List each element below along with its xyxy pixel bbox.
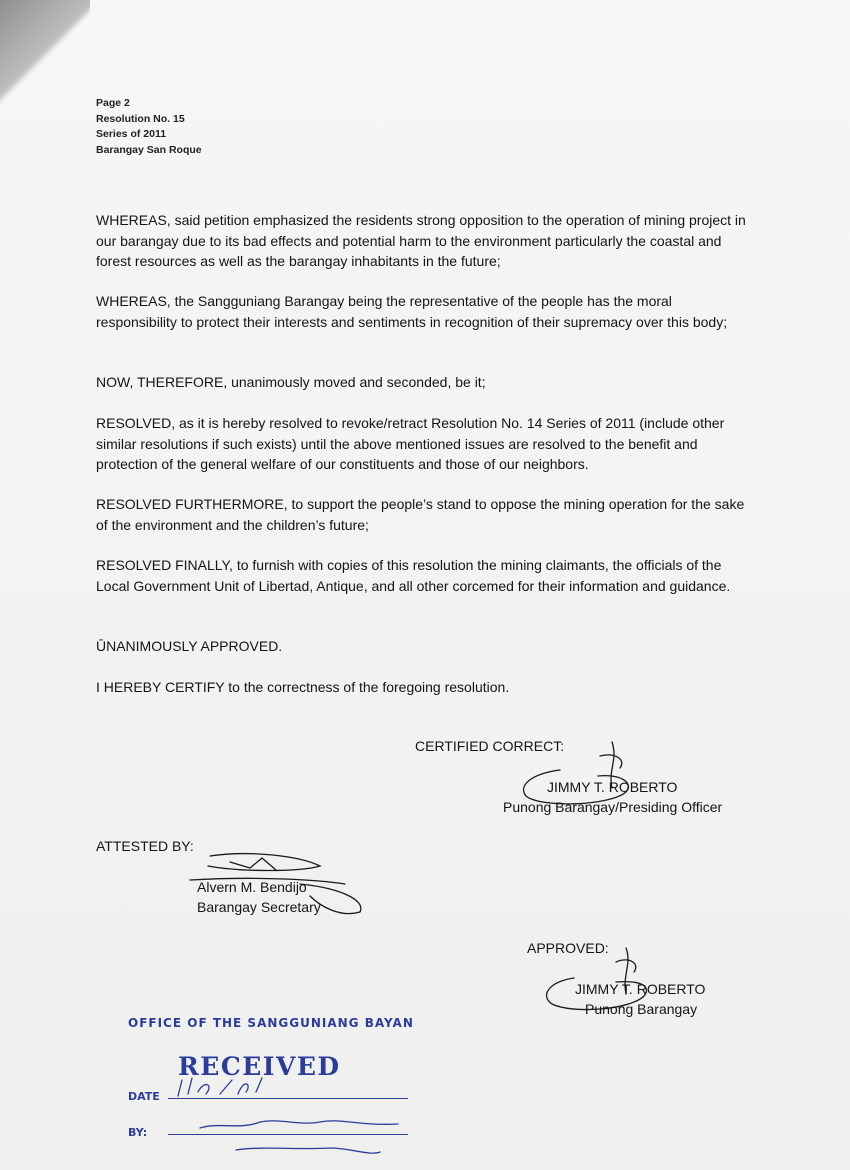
- unanimously-approved: ŪNANIMOUSLY APPROVED.: [96, 638, 283, 654]
- approved-signatory-title: Punong Barangay: [585, 1001, 698, 1017]
- attested-signatory-name: Alvern M. Bendijo: [197, 879, 307, 895]
- attested-by-label: ATTESTED BY:: [96, 838, 194, 854]
- certified-signatory-title: Punong Barangay/Presiding Officer: [503, 799, 723, 815]
- resolved-finally-paragraph: RESOLVED FINALLY, to furnish with copies of this resolution the mining claimants, the officials of the Local Government Unit of Libertad, Antique, and all other corcemed for their information and guidance.: [96, 557, 731, 594]
- resolution-series: Series of 2011: [96, 128, 167, 140]
- certification-statement: I HEREBY CERTIFY to the correctness of the foregoing resolution.: [96, 679, 510, 695]
- stamp-date-label: DATE: [128, 1090, 160, 1103]
- page-header: [96, 96, 202, 158]
- whereas-responsibility-paragraph: WHEREAS, the Sangguniang Barangay being the representative of the people has the moral responsibility to protect their interests and sentiments in recognition of their supremacy over this body;: [96, 293, 728, 330]
- whereas-petition-paragraph: WHEREAS, said petition emphasized the residents strong opposition to the operation of mining project in our barangay due to its bad effects and potential harm to the environment particularly the coastal and forest resources as well as the barangay inhabitants in the future;: [96, 212, 746, 269]
- stamp-received-text: RECEIVED: [178, 1052, 341, 1081]
- received-stamp: [120, 1012, 420, 1162]
- stamp-by-line: [168, 1134, 408, 1135]
- certified-signatory-name: JIMMY T. ROBERTO: [547, 779, 678, 795]
- resolved-paragraph: RESOLVED, as it is hereby resolved to revoke/retract Resolution No. 14 Series of 2011 (include other similar resolutions if such exists) until the above mentioned issues are resolved to the benefit and protection of the general welfare of our constituents and those of our neighbors.: [96, 415, 725, 472]
- stamp-date-line: [168, 1098, 408, 1099]
- resolution-number: Resolution No. 15: [96, 112, 185, 125]
- barangay-name: Barangay San Roque: [96, 143, 202, 156]
- stamp-by-label: BY:: [128, 1126, 148, 1139]
- now-therefore-paragraph: NOW, THEREFORE, unanimously moved and seconded, be it;: [96, 374, 486, 390]
- folded-corner: [0, 0, 90, 120]
- attested-signatory-title: Barangay Secretary: [197, 899, 321, 915]
- stamp-office-name: OFFICE OF THE SANGGUNIANG BAYAN: [128, 1016, 414, 1030]
- page-number: Page 2: [96, 97, 130, 109]
- approved-label: APPROVED:: [527, 940, 609, 956]
- certified-correct-label: CERTIFIED CORRECT:: [415, 738, 565, 754]
- approved-signatory-name: JIMMY T. ROBERTO: [575, 981, 706, 997]
- resolved-furthermore-paragraph: RESOLVED FURTHERMORE, to support the people’s stand to oppose the mining operation for the sake of the environment and the children’s future;: [96, 496, 745, 533]
